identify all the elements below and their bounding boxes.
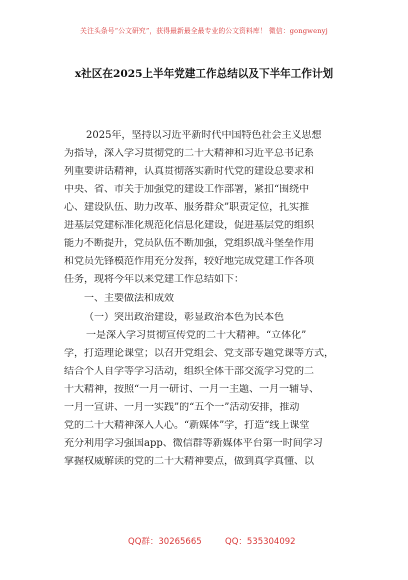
body-line: 心、建设队伍、助力改革、服务群众”职责定位，扎实推: [64, 202, 310, 213]
body-line: 列重要讲话精神，认真贯彻落实新时代党的建设总要求和: [64, 166, 314, 177]
body-line: 任务，现将今年以来党建工作总结如下：: [64, 274, 244, 285]
body-line: 一是深入学习贯彻宣传党的二十大精神。“立体化”: [86, 330, 307, 341]
body-line: 能力不断提升，党员队伍不断加强，党组织战斗堡垒作用: [64, 238, 314, 249]
body-line: 党的二十大精神深入人心。“新媒体”学，打造“线上课堂: [64, 420, 310, 431]
body-line: 和党员先锋模范作用充分发挥，较好地完成党建工作各项: [64, 256, 314, 267]
body-line: 十大精神，按照“一月一研讨、一月一主题、一月一辅导、: [64, 384, 320, 395]
body-line: 进基层党建标准化规范化信息化建设，促进基层党的组织: [64, 220, 314, 231]
body-line: 为指导，深入学习贯彻党的二十大精神和习近平总书记系: [64, 148, 314, 159]
body-line: 学，打造理论课堂；以召开党组会、党支部专题党课等方式，: [64, 348, 334, 359]
body-line: 一月一宣讲、一月一实践”的“五个一”活动安排，推动: [64, 402, 300, 413]
footer-qq-number: QQ：535304092: [225, 537, 296, 547]
section-heading: 一、主要做法和成效: [84, 293, 174, 304]
body-line: 结合个人自学等学习活动，组织全体干部交流学习党的二: [64, 366, 314, 377]
body-line: 充分利用学习强国app、微信群等新媒体平台第一时间学习: [64, 438, 323, 449]
body-line: 中央、省、市关于加强党的建设工作部署，紧扣“围绕中: [64, 184, 310, 195]
body-line: 2025年，坚持以习近平新时代中国特色社会主义思想: [86, 130, 322, 141]
subsection-heading: （一）突出政治建设，彰显政治本色为民本色: [84, 312, 284, 323]
document-title: x社区在2025上半年党建工作总结以及下半年工作计划: [74, 68, 334, 80]
top-banner: 关注头条号“公文研究”，获得最新最全最专业的公文资料库！ 微信：gongwenyj: [80, 27, 328, 35]
body-line: 掌握权威解读的党的二十大精神要点，做到真学真懂、以: [64, 456, 314, 467]
footer-contact: [120, 535, 320, 547]
footer-qq-group: QQ群：30265665: [128, 537, 202, 547]
